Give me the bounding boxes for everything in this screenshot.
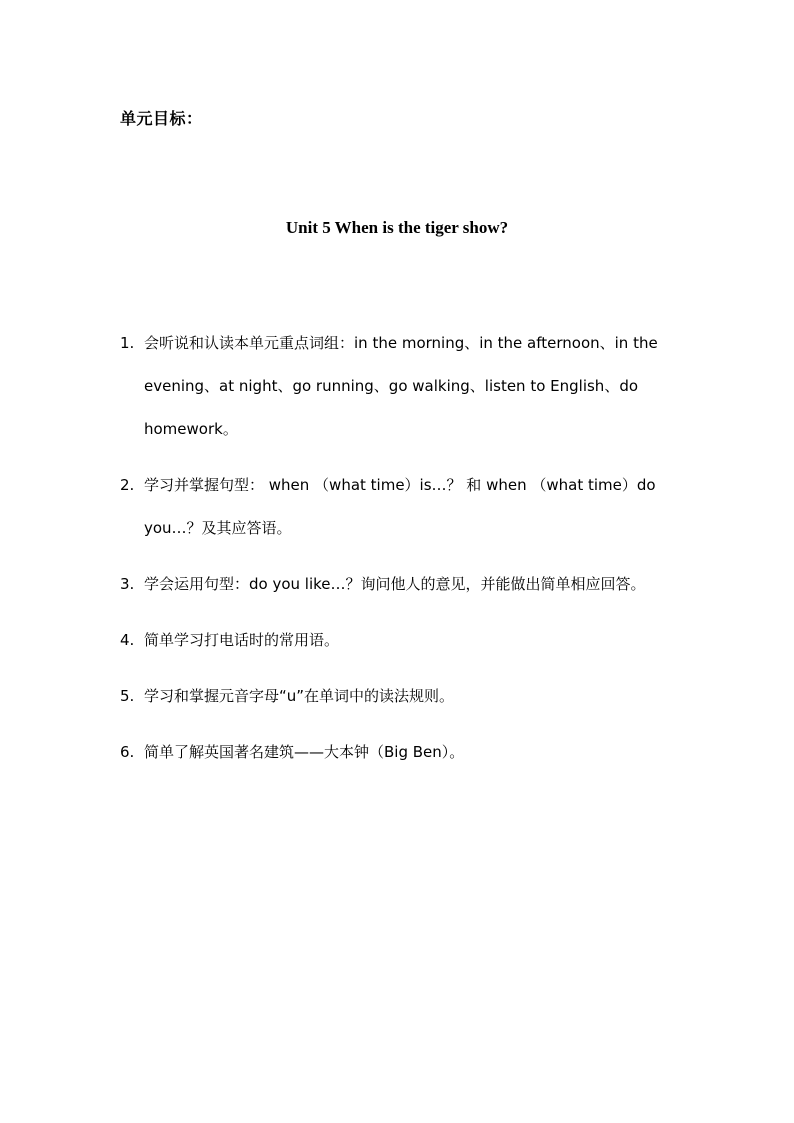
list-item (120, 322, 695, 451)
list-item (120, 563, 695, 606)
list-item (120, 619, 695, 662)
item-number: 5. (120, 687, 135, 705)
list-item (120, 675, 695, 718)
item-number: 4. (120, 631, 135, 649)
list-item (120, 731, 695, 774)
item-number: 6. (120, 743, 135, 761)
item-text: 简单学习打电话时的常用语。 (144, 631, 340, 649)
list-item (120, 464, 695, 550)
item-text: 会听说和认读本单元重点词组：in the morning、in the afternoon、in the evening、at night、go running、go walking、listen to English、do homework。 (144, 334, 658, 438)
section-heading: 单元目标： (120, 109, 203, 128)
item-text: 学习并掌握句型： when （what time）is…？ 和 when （what time）do you…？及其应答语。 (144, 476, 656, 537)
item-number: 3. (120, 575, 135, 593)
item-text: 学会运用句型：do you like…？询问他人的意见，并能做出简单相应回答。 (144, 575, 646, 593)
item-text: 简单了解英国著名建筑——大本钟（Big Ben）。 (144, 743, 465, 761)
unit-title: Unit 5 When is the tiger show? (285, 218, 509, 237)
item-text: 学习和掌握元音字母“u”在单词中的读法规则。 (144, 687, 455, 705)
objectives-list (120, 322, 695, 774)
item-number: 1. (120, 334, 135, 352)
item-number: 2. (120, 476, 135, 494)
